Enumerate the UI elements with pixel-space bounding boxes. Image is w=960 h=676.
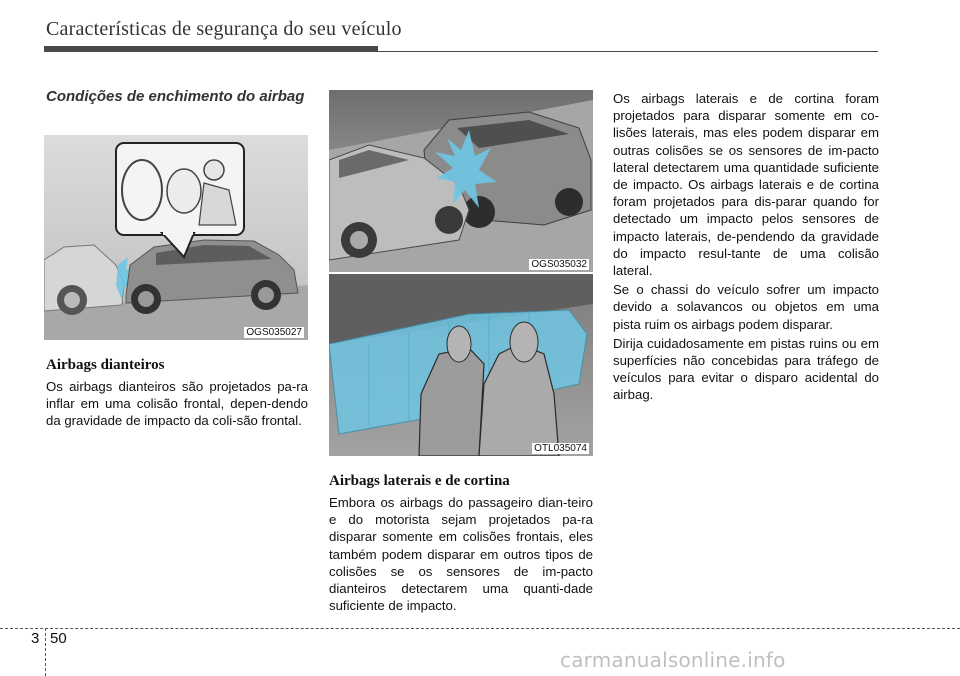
- figure-code: OGS035027: [246, 327, 302, 338]
- paragraph-side-curtain-airbags: [329, 494, 593, 614]
- chapter-number: 3: [31, 630, 40, 647]
- header-rule-thin: [378, 51, 878, 52]
- footer-rule: [0, 628, 960, 629]
- section-heading: Condições de enchimento do airbag: [46, 88, 305, 105]
- frontal-collision-illustration: [44, 135, 308, 340]
- header-rule: [44, 46, 378, 52]
- figure-curtain-airbag: [329, 274, 593, 456]
- right-column-text: [613, 90, 879, 404]
- subhead-side-curtain-airbags: Airbags laterais e de cortina: [329, 473, 510, 489]
- page-number: 50: [50, 630, 67, 647]
- paragraph-drive-carefully: Dirija cuidadosamente em pistas ruins ou em superfícies não concebidas para tráfego de veículos para evitar o disparo acidental do airbag.: [613, 335, 879, 403]
- figure-frontal-collision: [44, 135, 308, 340]
- paragraph-side-airbag-design: Os airbags laterais e de cortina foram projetados para disparar somente em co-lisões laterais, mas eles podem disparar em outras colisões se os sensores de im-pacto lateral detectarem uma quantidade suficiente de impacto. Os airbags laterais e de cortina foram projetados para dis-parar quando for detectado um impacto pelos sensores de impacto laterais, de-pendendo da gravidade do impacto resul-tante de uma colisão lateral.: [613, 91, 879, 279]
- page-header-title: Características de segurança do seu veículo: [46, 18, 402, 40]
- footer-divider: [45, 628, 46, 676]
- figure-side-collision: [329, 90, 593, 272]
- curtain-airbag-illustration: [329, 274, 593, 456]
- paragraph-text: Embora os airbags do passageiro dian-teiro e do motorista sejam projetados pa-ra disparar somente em colisões frontais, eles também podem disparar em outros tipos de colisões se os sensores de im-pacto dianteiros detectarem uma quanti-dade suficiente de impacto.: [329, 495, 593, 614]
- watermark: carmanualsonline.info: [560, 648, 786, 672]
- subhead-front-airbags: Airbags dianteiros: [46, 357, 165, 373]
- figure-code: OTL035074: [534, 443, 587, 454]
- paragraph-front-airbags: [46, 378, 308, 430]
- paragraph-chassis-impact: Se o chassi do veículo sofrer um impacto devido a solavancos ou objetos em uma pista ruim os airbags podem disparar.: [613, 282, 879, 332]
- paragraph-text: Os airbags dianteiros são projetados pa-ra inflar em uma colisão frontal, depen-dendo da gravidade de impacto da coli-são frontal.: [46, 379, 308, 429]
- side-collision-illustration: [329, 90, 593, 272]
- figure-code: OGS035032: [531, 259, 587, 270]
